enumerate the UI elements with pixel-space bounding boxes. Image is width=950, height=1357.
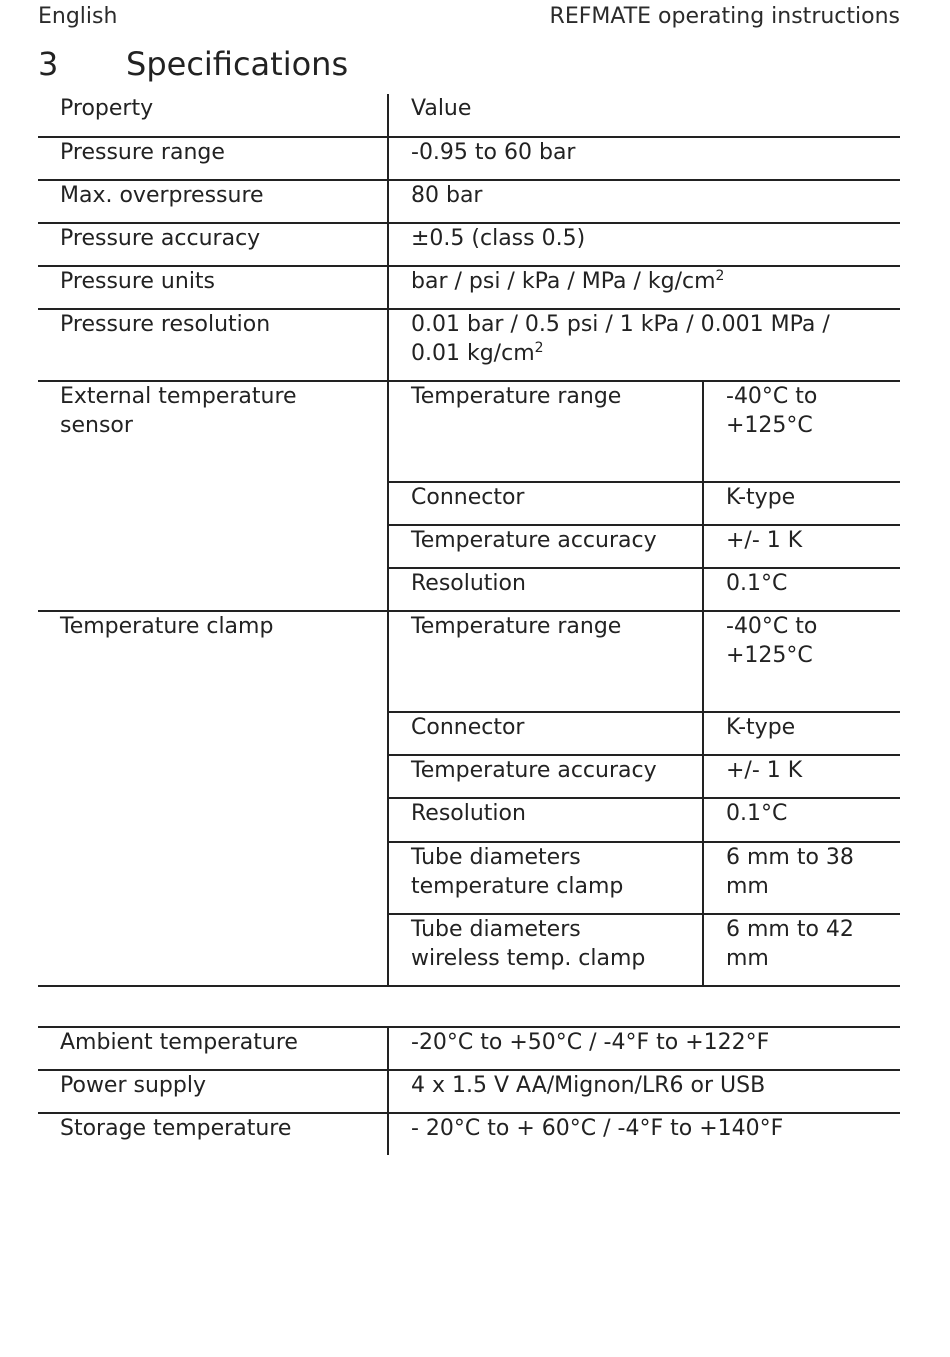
property-cell: Storage temperature (38, 1113, 388, 1155)
sub-label-cell: Temperature range (388, 611, 703, 712)
table-row (38, 180, 900, 223)
table-row (38, 309, 900, 381)
section-number: 3 (38, 45, 59, 83)
table-row (38, 1113, 900, 1155)
label-line: temperature clamp (411, 874, 624, 899)
sub-value-cell: 6 mm to 38 mm (703, 842, 900, 914)
table-row (38, 223, 900, 266)
superscript: 2 (715, 268, 725, 284)
value-line: -40°C to (726, 384, 818, 409)
sub-label-cell: Temperature range (388, 381, 703, 482)
value-line: +125°C (726, 413, 813, 438)
table-row (38, 266, 900, 309)
sub-value-cell: 0.1°C (703, 798, 900, 842)
value-line: 0.01 bar / 0.5 psi / 1 kPa / 0.001 MPa / (411, 312, 830, 337)
section-title (38, 44, 348, 84)
property-line: External temperature (60, 384, 297, 409)
label-line: Tube diameters (411, 917, 581, 942)
table-header-row (38, 94, 900, 137)
property-cell-external-sensor (38, 381, 388, 611)
label-line: wireless temp. clamp (411, 946, 646, 971)
superscript: 2 (534, 340, 544, 356)
sub-value-cell: +/- 1 K (703, 755, 900, 798)
sub-label-cell (388, 914, 703, 986)
sub-label-cell: Connector (388, 482, 703, 525)
value-text: bar / psi / kPa / MPa / kg/cm (411, 269, 716, 294)
sub-value-cell (703, 611, 900, 712)
property-cell: Pressure units (38, 266, 388, 309)
sub-value-cell: 6 mm to 42 mm (703, 914, 900, 986)
sub-label-cell: Temperature accuracy (388, 525, 703, 568)
value-line: -40°C to (726, 614, 818, 639)
property-cell-clamp: Temperature clamp (38, 611, 388, 986)
value-line (411, 339, 900, 368)
value-text: 0.01 kg/cm (411, 341, 535, 366)
sub-value-cell (703, 381, 900, 482)
sub-value-cell: 0.1°C (703, 568, 900, 611)
sub-value-cell: K-type (703, 482, 900, 525)
sub-label-cell (388, 842, 703, 914)
sub-value-cell: +/- 1 K (703, 525, 900, 568)
value-cell: ±0.5 (class 0.5) (388, 223, 900, 266)
sub-label-cell: Temperature accuracy (388, 755, 703, 798)
section-title-text: Specifications (126, 45, 349, 83)
value-cell (388, 266, 900, 309)
label-line: Tube diameters (411, 845, 581, 870)
value-line: +125°C (726, 643, 813, 668)
value-cell: -20°C to +50°C / -4°F to +122°F (388, 1027, 900, 1070)
property-cell: Power supply (38, 1070, 388, 1113)
property-cell: Ambient temperature (38, 1027, 388, 1070)
header-language: English (38, 4, 118, 29)
table-row (38, 1070, 900, 1113)
sub-value-cell: K-type (703, 712, 900, 755)
header-doc-title: REFMATE operating instructions (549, 4, 900, 29)
property-line: sensor (60, 413, 133, 438)
property-cell: Pressure resolution (38, 309, 388, 381)
value-cell: 4 x 1.5 V AA/Mignon/LR6 or USB (388, 1070, 900, 1113)
table-row (38, 1027, 900, 1070)
table-row (38, 611, 900, 712)
spec-table-2 (38, 1026, 900, 1155)
value-cell: 80 bar (388, 180, 900, 223)
spec-table (38, 94, 900, 987)
header-value: Value (388, 94, 900, 137)
sub-label-cell: Resolution (388, 568, 703, 611)
property-cell: Pressure accuracy (38, 223, 388, 266)
sub-label-cell: Resolution (388, 798, 703, 842)
table-row (38, 137, 900, 180)
header-property: Property (38, 94, 388, 137)
sub-label-cell: Connector (388, 712, 703, 755)
property-cell: Pressure range (38, 137, 388, 180)
value-cell (388, 309, 900, 381)
value-cell: - 20°C to + 60°C / -4°F to +140°F (411, 1116, 784, 1141)
property-cell: Max. overpressure (38, 180, 388, 223)
table-row (38, 381, 900, 482)
value-cell: -0.95 to 60 bar (388, 137, 900, 180)
